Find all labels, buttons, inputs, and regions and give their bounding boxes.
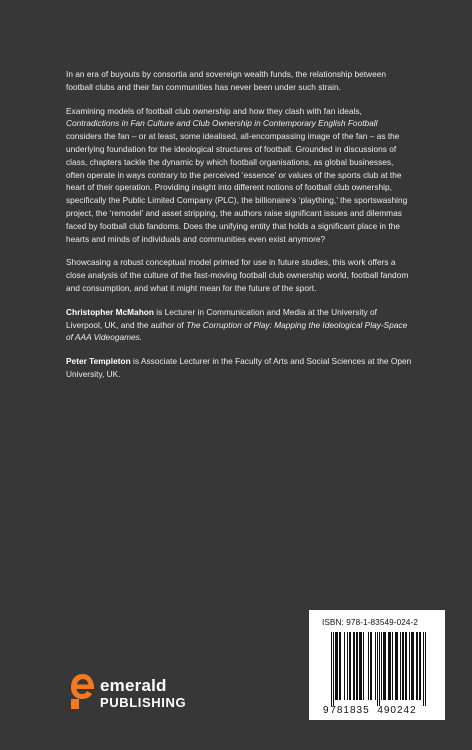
- barcode-bar: [413, 632, 414, 700]
- barcode-bar: [409, 632, 410, 700]
- barcode-bar: [384, 632, 385, 700]
- author2-name: Peter Templeton: [66, 356, 131, 367]
- barcode-digits-group2: 490242: [377, 705, 417, 716]
- barcode-bar: [361, 632, 362, 700]
- barcode-bar: [363, 632, 364, 700]
- barcode-bar: [349, 632, 350, 700]
- barcode-bar: [402, 632, 403, 700]
- author1-bio: is Lecturer in Communication and Media at the University of Liverpool, UK, and the author of: [66, 306, 377, 330]
- barcode-bar: [347, 632, 348, 700]
- barcode-bar: [400, 632, 401, 700]
- barcode-bar: [423, 632, 424, 706]
- barcode-bar: [371, 632, 372, 700]
- barcode-digits-group1: 781835: [330, 705, 370, 716]
- author-bio-2: [66, 355, 412, 381]
- blurb-paragraph-3: Showcasing a robust conceptual model primed for use in future studies, this work offers a close analysis of the culture of the fast-moving football club ownership world, football fandom and consumption, and what it might mean for the future of the sport.: [66, 257, 409, 293]
- barcode-bar: [417, 632, 418, 700]
- blurb-p2-rest: considers the fan – or at least, some idealised, all-encompassing image of the fan – as the underlying foundation for the ideological structures of football. Grounded in discussions of class, chapters tackle the dynamic by which football organisations, as global businesses, often operate in ways contrary to the perceived ‘essence’ or values of the sports club at the heart of their operation. Providing insight into different notions of football club ownership, specifically the Public Limited Company (PLC), the billionaire’s ‘plaything,’ the sportswashing project, the ‘remodel’ and asset stripping, the authors raise significant issues and dilemmas faced by football club fandoms. Does the unifying entity that holds a significant place in the hearts and minds of individuals and communities even exist anymore?: [66, 131, 408, 244]
- barcode-bar: [390, 632, 391, 700]
- barcode-bar: [331, 632, 332, 706]
- emerald-publishing-logo: [70, 672, 230, 722]
- barcode-bar: [412, 632, 413, 700]
- barcode-bar: [339, 632, 340, 700]
- blurb-p2-intro: Examining models of football club ownership and how they clash with fan ideals,: [66, 105, 362, 116]
- barcode-bar: [416, 632, 417, 700]
- author2-bio: is Associate Lecturer in the Faculty of Arts and Social Sciences at the Open University, UK.: [66, 356, 412, 379]
- author1-name: Christopher McMahon: [66, 306, 154, 317]
- barcode-bar: [420, 632, 421, 700]
- barcode-bar: [353, 632, 354, 700]
- barcode-bar: [425, 632, 426, 706]
- author1-book: The Corruption of Play: Mapping the Ideological Play-Space of AAA Videogames.: [66, 319, 408, 343]
- barcode-bar: [337, 632, 338, 700]
- barcode-bar: [379, 632, 380, 706]
- barcode-bar: [333, 632, 334, 706]
- barcode-bar: [396, 632, 397, 700]
- barcode-bar: [370, 632, 371, 700]
- barcode-bar: [356, 632, 357, 700]
- barcode-bar: [388, 632, 389, 700]
- barcode: [321, 632, 433, 716]
- author-bio-1: [66, 306, 412, 344]
- barcode-bar: [335, 632, 336, 700]
- barcode-bar: [354, 632, 355, 700]
- barcode-bar: [383, 632, 384, 700]
- barcode-bar: [360, 632, 361, 700]
- barcode-bar: [336, 632, 337, 700]
- barcode-bar: [403, 632, 404, 700]
- barcode-bar: [389, 632, 390, 700]
- barcode-bar: [392, 632, 393, 700]
- isbn-label: ISBN: 978-1-83549-024-2: [322, 618, 419, 627]
- barcode-bar: [381, 632, 382, 700]
- emerald-logo-icon: [70, 672, 96, 710]
- barcode-bar: [411, 632, 412, 700]
- barcode-bar: [395, 632, 396, 700]
- barcode-bar: [385, 632, 386, 700]
- back-cover-blurb: [66, 68, 412, 392]
- barcode-bar: [375, 632, 376, 700]
- barcode-bar: [357, 632, 358, 700]
- barcode-bar: [368, 632, 369, 700]
- barcode-bar: [405, 632, 406, 700]
- barcode-bar: [344, 632, 345, 700]
- book-title: Contradictions in Fan Culture and Club Ownership in Contemporary English Football: [66, 118, 378, 129]
- barcode-bar: [406, 632, 407, 700]
- barcode-bar: [397, 632, 398, 700]
- logo-name: emerald: [100, 676, 167, 695]
- blurb-paragraph-2: [66, 105, 412, 246]
- barcode-bar: [340, 632, 341, 700]
- logo-sub: PUBLISHING: [100, 695, 187, 710]
- blurb-paragraph-1: In an era of buyouts by consortia and sovereign wealth funds, the relationship between football clubs and their fan communities has never been under such strain.: [66, 69, 386, 92]
- barcode-bar: [350, 632, 351, 700]
- barcode-bar: [359, 632, 360, 700]
- barcode-bar: [377, 632, 378, 706]
- barcode-box: [309, 610, 445, 720]
- barcode-digit-first: 9: [323, 705, 329, 716]
- barcode-bar: [419, 632, 420, 700]
